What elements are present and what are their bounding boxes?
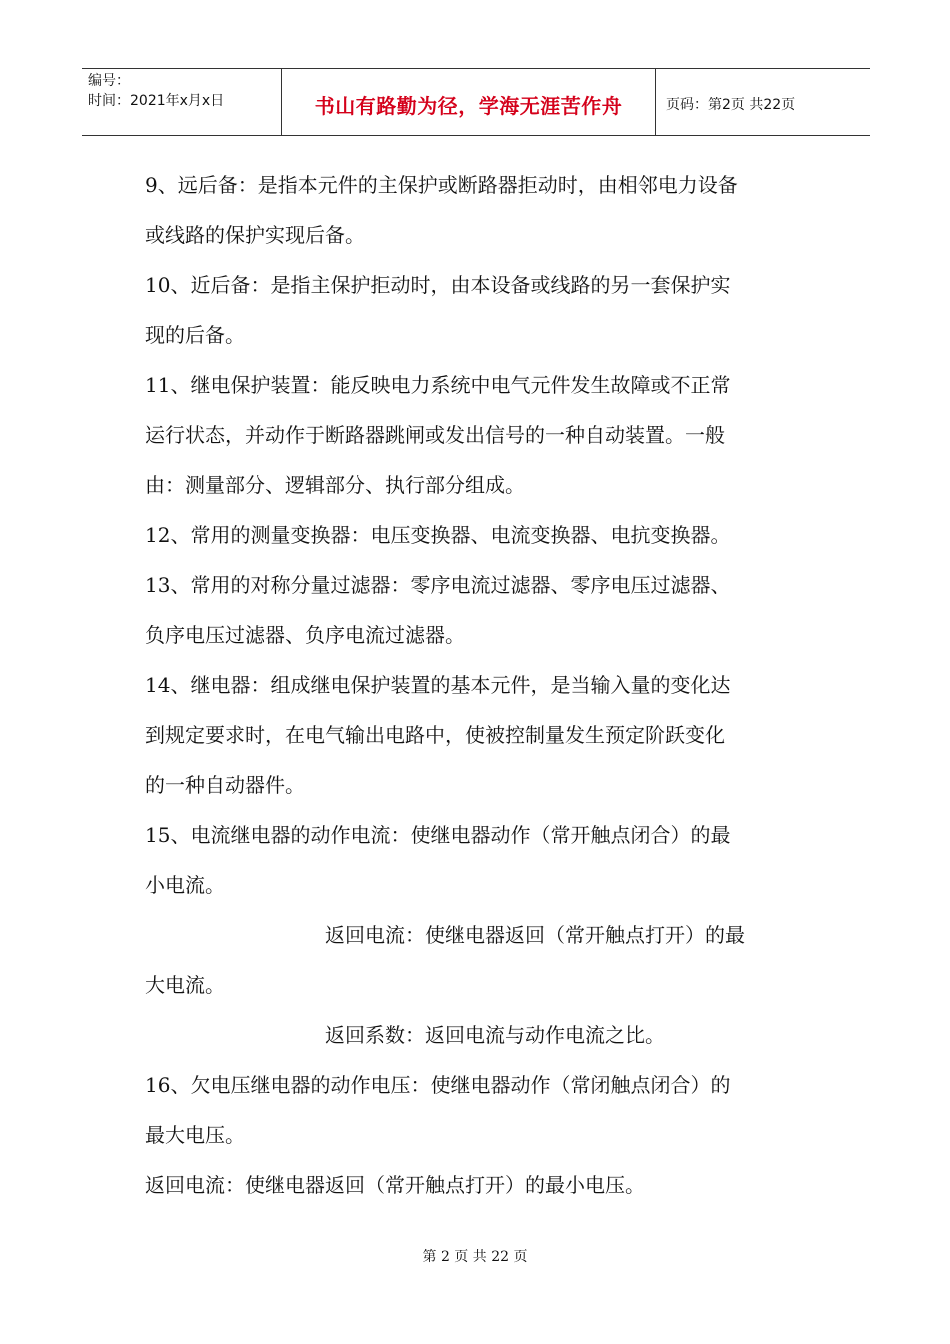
header-table — [82, 68, 870, 136]
body-line: 11、继电保护装置：能反映电力系统中电气元件发生故障或不正常 — [145, 373, 731, 397]
body-line: 13、常用的对称分量过滤器：零序电流过滤器、零序电压过滤器、 — [145, 573, 731, 597]
body-line: 12、常用的测量变换器：电压变换器、电流变换器、电抗变换器。 — [145, 523, 731, 547]
serial-number-label: 编号： — [88, 73, 130, 89]
body-line: 返回电流：使继电器返回（常开触点打开）的最小电压。 — [145, 1173, 645, 1197]
body-line: 大电流。 — [145, 973, 225, 997]
body-line: 运行状态，并动作于断路器跳闸或发出信号的一种自动装置。一般 — [145, 423, 725, 447]
body-line: 小电流。 — [145, 873, 225, 897]
body-line: 16、欠电压继电器的动作电压：使继电器动作（常闭触点闭合）的 — [145, 1073, 731, 1097]
motto-text: 书山有路勤为径，学海无涯苦作舟 — [314, 93, 623, 118]
body-line: 负序电压过滤器、负序电流过滤器。 — [145, 623, 465, 647]
page-info: 页码：第2页 共22页 — [666, 97, 796, 113]
body-line: 由：测量部分、逻辑部分、执行部分组成。 — [145, 473, 525, 497]
body-line: 或线路的保护实现后备。 — [145, 223, 365, 247]
body-line: 10、近后备：是指主保护拒动时，由本设备或线路的另一套保护实 — [145, 273, 731, 297]
header-meta-cell — [82, 69, 282, 135]
body-line: 返回电流：使继电器返回（常开触点打开）的最 — [325, 923, 745, 947]
document-body — [145, 160, 810, 1210]
body-line: 到规定要求时，在电气输出电路中，使被控制量发生预定阶跃变化 — [145, 723, 725, 747]
date-label: 时间：2021年x月x日 — [88, 93, 225, 109]
body-line: 9、远后备：是指本元件的主保护或断路器拒动时，由相邻电力设备 — [145, 173, 738, 197]
header-motto-cell — [282, 69, 656, 135]
body-line: 返回系数：返回电流与动作电流之比。 — [325, 1023, 665, 1047]
page-footer: 第 2 页 共 22 页 — [422, 1249, 528, 1265]
body-line: 15、电流继电器的动作电流：使继电器动作（常开触点闭合）的最 — [145, 823, 731, 847]
body-line: 的一种自动器件。 — [145, 773, 305, 797]
body-line: 14、继电器：组成继电保护装置的基本元件，是当输入量的变化达 — [145, 673, 731, 697]
body-line: 最大电压。 — [145, 1123, 245, 1147]
header-page-cell — [656, 69, 870, 135]
body-line: 现的后备。 — [145, 323, 245, 347]
